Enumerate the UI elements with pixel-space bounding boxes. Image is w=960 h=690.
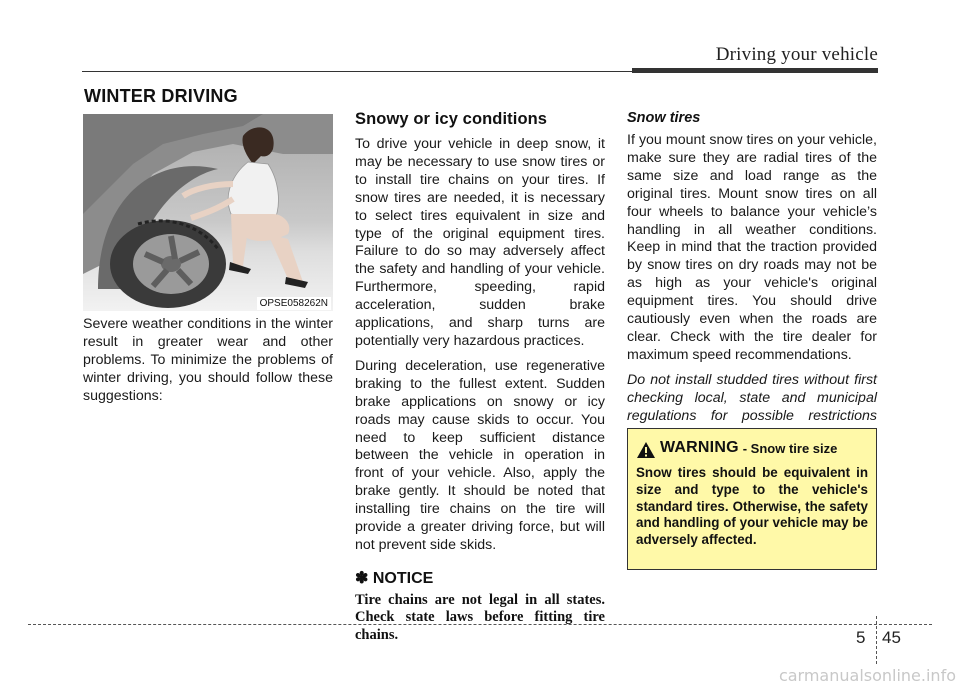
illustration-woman-fitting-tire-chains	[83, 114, 333, 311]
snowy-paragraph-2: During deceleration, use regenerative braking to the fullest extent. Sudden brake applications on snowy or icy roads may cause skids to occur. You need to keep sufficient distance between the vehicle in operation in front of your vehicle. Also, apply the brake gently. It should be noted that installing tire chains on the tire will provide a greater driving force, but will not prevent side skids.	[355, 357, 605, 553]
warning-label: WARNING	[660, 439, 739, 456]
warning-box	[627, 428, 877, 570]
snowy-icy-heading: Snowy or icy conditions	[355, 110, 548, 128]
tire-chain-illustration	[83, 114, 333, 311]
snowy-paragraph-1: To drive your vehicle in deep snow, it may be necessary to use snow tires or to install tire chains on your tires. If snow tires are needed, it is necessary to select tires equivalent in size and type of the original equipment tires. Failure to do so may adversely affect the safety and handling of your vehicle. Furthermore, speeding, rapid acceleration, sudden brake applications, and sharp turns are potentially very hazardous practices.	[355, 136, 605, 349]
footer-rule	[28, 624, 932, 625]
intro-paragraph: Severe weather conditions in the winter result in greater wear and other problems. To minimize the problems of winter driving, you should follow these suggestions:	[83, 316, 333, 404]
snowy-icy-column	[355, 110, 605, 644]
page-number: 45	[882, 628, 901, 647]
watermark: carmanualsonline.info	[778, 666, 956, 685]
snow-tires-paragraph: If you mount snow tires on your vehicle, make sure they are radial tires of the same size and load range as the original tires. Mount snow tires on all four wheels to balance your vehicle’s handling in all weather conditions. Keep in mind that the traction provided by snow tires on dry roads may not be as high as your vehicle's original equipment tires. You should drive cautiously even when the roads are clear. Check with the tire dealer for maximum speed recommendations.	[627, 132, 877, 363]
warning-subtitle: - Snow tire size	[742, 441, 838, 456]
notice-text: Tire chains are not legal in all states. Check state laws before fitting tire chains.	[355, 591, 605, 643]
chapter-number: 5	[856, 628, 866, 647]
notice-heading: ✽ NOTICE	[355, 569, 434, 587]
snow-tires-heading: Snow tires	[627, 110, 701, 126]
running-header: Driving your vehicle	[715, 44, 878, 65]
section-title: WINTER DRIVING	[84, 86, 238, 106]
header-rule-accent	[632, 68, 878, 73]
warning-header	[636, 439, 868, 459]
footer-divider	[876, 616, 877, 664]
warning-triangle-icon	[636, 441, 656, 459]
studded-tires-paragraph: Do not install studded tires without first checking local, state and municipal regulations for possible restrictions	[627, 371, 877, 424]
snow-tires-column	[627, 110, 877, 443]
figure-code: OPSE058262N	[257, 297, 331, 310]
warning-body: Snow tires should be equivalent in size and type to the vehicle's standard tires. Otherwise, the safety and handling of your vehicle may be adversely affected.	[636, 465, 868, 548]
